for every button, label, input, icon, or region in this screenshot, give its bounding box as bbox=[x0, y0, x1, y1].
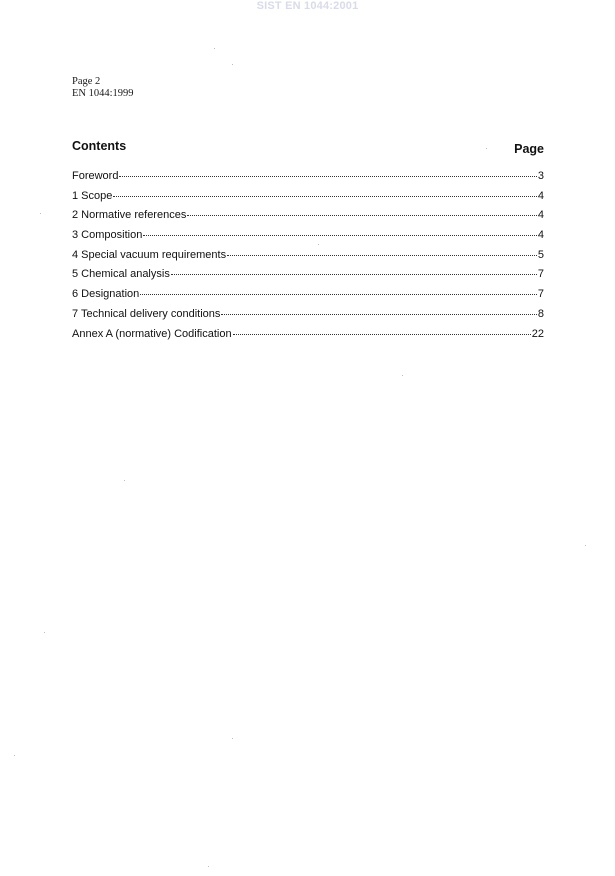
dot-leader bbox=[140, 294, 537, 295]
toc-entry-title: 5 Chemical analysis bbox=[72, 268, 170, 281]
dot-leader bbox=[227, 255, 537, 256]
toc-entry-chemical-analysis[interactable] bbox=[72, 265, 544, 285]
toc-entry-page: 4 bbox=[537, 229, 544, 242]
scan-speck bbox=[14, 755, 15, 756]
toc-entry-title: 1 Scope bbox=[72, 189, 113, 202]
scan-speck bbox=[124, 480, 125, 481]
toc-entry-title: Foreword bbox=[72, 170, 119, 182]
scan-speck bbox=[585, 545, 586, 546]
toc-entry-title: 3 Composition bbox=[72, 229, 143, 242]
toc-entry-title: Annex A (normative) Codification bbox=[72, 327, 232, 340]
scan-speck bbox=[232, 738, 233, 739]
scan-speck bbox=[40, 213, 41, 214]
dot-leader bbox=[171, 274, 537, 275]
contents-heading: Contents bbox=[72, 139, 127, 153]
page-column-heading: Page bbox=[514, 142, 544, 156]
toc-entry-normative-references[interactable] bbox=[72, 206, 544, 226]
page-number-label: Page 2 bbox=[72, 76, 101, 87]
dot-leader bbox=[233, 334, 531, 335]
dot-leader bbox=[143, 235, 537, 236]
toc-entry-page: 4 bbox=[537, 189, 544, 202]
toc-entry-special-vacuum-requirements[interactable] bbox=[72, 246, 544, 266]
toc-entry-page: 7 bbox=[537, 288, 544, 301]
table-of-contents bbox=[72, 167, 544, 344]
toc-entry-page: 22 bbox=[531, 327, 544, 340]
scan-speck bbox=[208, 866, 209, 867]
toc-entry-page: 7 bbox=[537, 268, 544, 281]
scan-speck bbox=[318, 244, 319, 245]
toc-entry-scope[interactable] bbox=[72, 187, 544, 207]
scan-speck bbox=[44, 632, 45, 633]
toc-entry-page: 8 bbox=[537, 307, 544, 320]
toc-entry-page: 3 bbox=[537, 170, 544, 182]
page-header bbox=[72, 76, 134, 100]
toc-entry-page: 4 bbox=[537, 209, 544, 222]
dot-leader bbox=[187, 215, 537, 216]
dot-leader bbox=[119, 176, 536, 177]
toc-entry-foreword[interactable] bbox=[72, 167, 544, 187]
scan-speck bbox=[402, 375, 403, 376]
toc-entry-technical-delivery-conditions[interactable] bbox=[72, 305, 544, 325]
scan-speck bbox=[486, 148, 487, 149]
document-id: EN 1044:1999 bbox=[72, 88, 134, 99]
toc-entry-title: 7 Technical delivery conditions bbox=[72, 307, 221, 320]
toc-entry-page: 5 bbox=[537, 248, 544, 261]
toc-entry-composition[interactable] bbox=[72, 226, 544, 246]
watermark: SIST EN 1044:2001 bbox=[256, 0, 359, 12]
dot-leader bbox=[221, 314, 536, 315]
toc-entry-designation[interactable] bbox=[72, 285, 544, 305]
scan-speck bbox=[214, 48, 215, 49]
dot-leader bbox=[113, 196, 537, 197]
toc-entry-title: 2 Normative references bbox=[72, 209, 187, 222]
scan-speck bbox=[232, 64, 233, 65]
toc-entry-title: 4 Special vacuum requirements bbox=[72, 248, 227, 261]
toc-entry-annex-a-codification[interactable] bbox=[72, 325, 544, 345]
toc-entry-title: 6 Designation bbox=[72, 288, 140, 301]
